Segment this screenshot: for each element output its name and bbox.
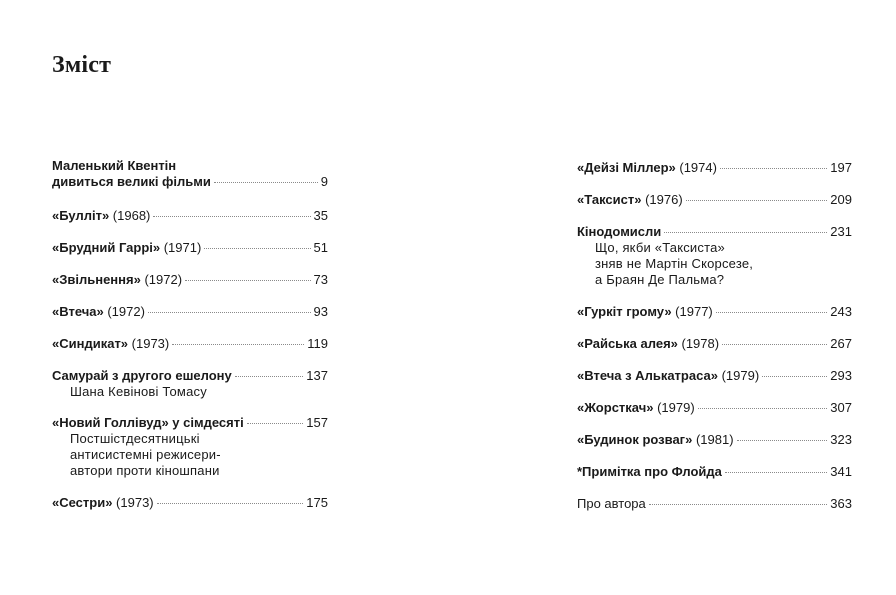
entry-year: (1973) bbox=[128, 336, 170, 351]
entry-label bbox=[577, 224, 661, 240]
entry-title: «Втеча з Алькатраса» bbox=[577, 368, 718, 383]
dot-leader bbox=[204, 248, 310, 249]
entry-row bbox=[52, 208, 328, 224]
page-number: 243 bbox=[830, 304, 852, 319]
entry-label bbox=[52, 368, 232, 384]
entry-year: (1971) bbox=[160, 240, 202, 255]
entry-row bbox=[577, 224, 852, 240]
dot-leader bbox=[157, 503, 304, 504]
entry-title: «Булліт» bbox=[52, 208, 110, 223]
toc-entry[interactable] bbox=[577, 464, 852, 480]
entry-year: (1974) bbox=[675, 160, 717, 175]
toc-entry[interactable] bbox=[52, 304, 328, 320]
toc-entry[interactable] bbox=[52, 495, 328, 511]
entry-title: «Будинок розваг» bbox=[577, 432, 693, 447]
entry-title: *Примітка про Флойда bbox=[577, 464, 722, 479]
entry-label bbox=[577, 304, 713, 320]
entry-label bbox=[52, 495, 154, 511]
entry-label bbox=[52, 272, 182, 288]
entry-year: Про автора bbox=[577, 496, 646, 511]
entry-subtitle: антисистемні режисери- bbox=[70, 447, 221, 462]
entry-row bbox=[577, 304, 852, 320]
entry-label bbox=[52, 304, 145, 320]
entry-year: (1968) bbox=[109, 208, 151, 223]
toc-entry[interactable] bbox=[52, 415, 328, 479]
entry-row bbox=[52, 495, 328, 511]
toc-entry[interactable] bbox=[52, 368, 328, 400]
page-number: 9 bbox=[320, 174, 328, 189]
entry-label bbox=[52, 208, 150, 224]
toc-entry[interactable] bbox=[577, 496, 852, 512]
entry-subtitle: автори проти кіношпани bbox=[70, 463, 220, 478]
dot-leader bbox=[247, 423, 304, 424]
entry-title: «Сестри» bbox=[52, 495, 113, 510]
entry-year: (1973) bbox=[112, 495, 154, 510]
toc-entry[interactable] bbox=[577, 368, 852, 384]
dot-leader bbox=[649, 504, 828, 505]
entry-row bbox=[577, 336, 852, 352]
page-number: 267 bbox=[830, 336, 852, 351]
entry-title: «Гуркіт грому» bbox=[577, 304, 672, 319]
dot-leader bbox=[686, 200, 828, 201]
entry-title: «Звільнення» bbox=[52, 272, 141, 287]
entry-year: (1972) bbox=[140, 272, 183, 287]
dot-leader bbox=[698, 408, 828, 409]
entry-row bbox=[52, 368, 328, 384]
page-number: 197 bbox=[830, 160, 852, 175]
dot-leader bbox=[148, 312, 311, 313]
entry-label bbox=[577, 336, 719, 352]
dot-leader bbox=[720, 168, 827, 169]
entry-year: (1976) bbox=[641, 192, 683, 207]
toc-entry[interactable] bbox=[577, 336, 852, 352]
page-number: 341 bbox=[830, 464, 852, 479]
entry-row bbox=[52, 240, 328, 256]
dot-leader bbox=[725, 472, 827, 473]
dot-leader bbox=[185, 280, 310, 281]
entry-row bbox=[577, 432, 852, 448]
page-title: Зміст bbox=[52, 52, 112, 78]
page-number: 73 bbox=[313, 272, 328, 287]
entry-title-line: Маленький Квентін bbox=[52, 158, 177, 173]
entry-year: (1981) bbox=[692, 432, 734, 447]
toc-entry[interactable] bbox=[577, 224, 852, 288]
entry-year: (1978) bbox=[677, 336, 720, 351]
entry-row bbox=[52, 272, 328, 288]
page-number: 293 bbox=[830, 368, 852, 383]
toc-entry[interactable] bbox=[52, 208, 328, 224]
entry-label bbox=[577, 432, 734, 448]
entry-label bbox=[577, 192, 683, 208]
entry-row bbox=[577, 496, 852, 512]
entry-label bbox=[577, 496, 646, 512]
entry-subtitle: Постшістдесятницькі bbox=[70, 431, 200, 446]
page-number: 209 bbox=[830, 192, 852, 207]
entry-label bbox=[52, 415, 244, 431]
dot-leader bbox=[737, 440, 828, 441]
entry-row bbox=[577, 160, 852, 176]
page-number: 175 bbox=[306, 495, 328, 510]
dot-leader bbox=[235, 376, 304, 377]
entry-subtitle: зняв не Мартін Скорсезе, bbox=[595, 256, 754, 271]
page-number: 363 bbox=[830, 496, 852, 511]
entry-row bbox=[52, 174, 328, 190]
entry-title: «Райська алея» bbox=[577, 336, 678, 351]
page-number: 323 bbox=[830, 432, 852, 447]
entry-row bbox=[577, 368, 852, 384]
dot-leader bbox=[172, 344, 304, 345]
toc-entry[interactable] bbox=[577, 432, 852, 448]
entry-title: Самурай з другого ешелону bbox=[52, 368, 232, 383]
entry-title: «Синдикат» bbox=[52, 336, 129, 351]
entry-label bbox=[577, 368, 759, 384]
entry-row bbox=[577, 400, 852, 416]
entry-title: «Таксист» bbox=[577, 192, 642, 207]
entry-row bbox=[577, 192, 852, 208]
page-number: 119 bbox=[307, 336, 328, 351]
entry-row bbox=[52, 415, 328, 431]
toc-entry[interactable] bbox=[577, 192, 852, 208]
entry-title: Кінодомисли bbox=[577, 224, 662, 239]
entry-title: «Брудний Гаррі» bbox=[52, 240, 161, 255]
toc-entry[interactable] bbox=[52, 336, 328, 352]
entry-year: (1979) bbox=[653, 400, 695, 415]
entry-row bbox=[577, 464, 852, 480]
entry-title: «Жорсткач» bbox=[577, 400, 654, 415]
entry-row bbox=[52, 336, 328, 352]
entry-year: (1977) bbox=[671, 304, 713, 319]
entry-label bbox=[52, 240, 201, 256]
entry-subtitle: Шана Кевінові Томасу bbox=[70, 384, 207, 399]
entry-label bbox=[577, 160, 717, 176]
entry-subtitle: а Браян Де Пальма? bbox=[595, 272, 725, 287]
entry-label bbox=[577, 400, 695, 416]
dot-leader bbox=[153, 216, 310, 217]
entry-subtitle: Що, якби «Таксиста» bbox=[595, 240, 725, 255]
page-number: 231 bbox=[830, 224, 852, 239]
dot-leader bbox=[716, 312, 828, 313]
toc-entry[interactable] bbox=[577, 400, 852, 416]
entry-row bbox=[52, 304, 328, 320]
page-number: 51 bbox=[313, 240, 328, 255]
entry-title: «Новий Голлівуд» у сімдесяті bbox=[52, 415, 244, 430]
entry-year: (1972) bbox=[103, 304, 145, 319]
entry-title: дивиться великі фільми bbox=[52, 174, 211, 189]
page-number: 307 bbox=[830, 400, 852, 415]
entry-label bbox=[52, 174, 211, 190]
entry-title: «Дейзі Міллер» bbox=[577, 160, 676, 175]
page-number: 35 bbox=[313, 208, 328, 223]
entry-label bbox=[52, 336, 169, 352]
entry-year: (1979) bbox=[717, 368, 760, 383]
toc-entry[interactable] bbox=[52, 158, 328, 190]
toc-entry[interactable] bbox=[52, 272, 328, 288]
page-number: 157 bbox=[306, 415, 328, 430]
entry-label bbox=[577, 464, 722, 480]
dot-leader bbox=[722, 344, 827, 345]
entry-title: «Втеча» bbox=[52, 304, 104, 319]
toc-entry[interactable] bbox=[577, 304, 852, 320]
page-number: 137 bbox=[306, 368, 328, 383]
dot-leader bbox=[664, 232, 827, 233]
toc-entry[interactable] bbox=[577, 160, 852, 176]
page-number: 93 bbox=[313, 304, 328, 319]
toc-entry[interactable] bbox=[52, 240, 328, 256]
dot-leader bbox=[214, 182, 318, 183]
dot-leader bbox=[762, 376, 827, 377]
